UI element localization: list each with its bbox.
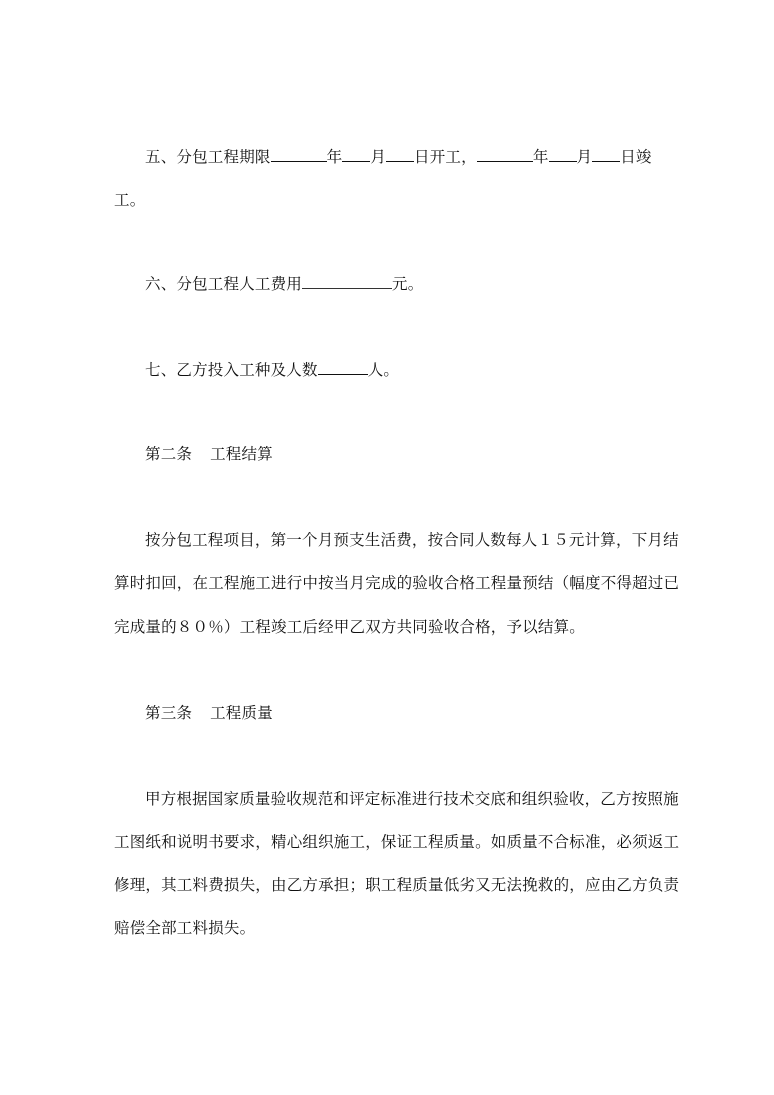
article-2-heading <box>145 444 273 464</box>
end-year-blank <box>477 146 533 162</box>
labor-cost-blank <box>302 273 392 289</box>
start-day-blank <box>386 146 414 162</box>
article-3-paragraph-line-3: 修理，其工料费损失，由乙方承担；职工程质量低劣又无法挽救的，应由乙方负责 <box>114 876 680 894</box>
article-2-paragraph-line-2: 算时扣回，在工程施工进行中按当月完成的验收合格工程量预结（幅度不得超过已 <box>114 574 680 592</box>
clause-5-day-1: 日开工， <box>414 148 477 166</box>
clause-7-prefix: 七、乙方投入工种及人数 <box>145 361 318 379</box>
clause-5-prefix: 五、分包工程期限 <box>145 148 271 166</box>
article-3-number: 第三条 <box>145 704 193 722</box>
article-2-number: 第二条 <box>145 445 193 463</box>
clause-5-month-1: 月 <box>370 148 387 166</box>
clause-6-suffix: 元。 <box>392 275 424 293</box>
article-2-paragraph-line-3: 完成量的８０％）工程竣工后经甲乙双方共同验收合格，予以结算。 <box>114 618 586 636</box>
end-month-blank <box>549 146 577 162</box>
clause-5-year-2: 年 <box>532 148 549 166</box>
article-3-heading <box>145 703 273 723</box>
end-day-blank <box>592 146 620 162</box>
clause-7-line <box>145 359 399 380</box>
clause-6-line <box>145 273 423 294</box>
clause-5-day-2: 日竣 <box>620 148 652 166</box>
headcount-blank <box>318 359 368 375</box>
clause-5-month-2: 月 <box>576 148 593 166</box>
article-3-paragraph-line-4: 赔偿全部工料损失。 <box>114 919 256 937</box>
clause-5-line <box>145 146 652 167</box>
article-3-paragraph-line-1: 甲方根据国家质量验收规范和评定标准进行技术交底和组织验收，乙方按照施 <box>145 790 679 808</box>
article-3-title: 工程质量 <box>210 704 273 722</box>
clause-7-suffix: 人。 <box>367 361 400 379</box>
article-2-paragraph-line-1: 按分包工程项目，第一个月预支生活费，按合同人数每人１５元计算，下月结 <box>145 531 679 549</box>
clause-5-year-1: 年 <box>326 148 343 166</box>
article-3-paragraph-line-2: 工图纸和说明书要求，精心组织施工，保证工程质量。如质量不合标准，必须返工 <box>114 833 680 851</box>
start-month-blank <box>342 146 370 162</box>
clause-5-continuation: 工。 <box>114 191 146 209</box>
clause-6-prefix: 六、分包工程人工费用 <box>145 275 303 293</box>
start-year-blank <box>271 146 327 162</box>
article-2-title: 工程结算 <box>210 445 273 463</box>
